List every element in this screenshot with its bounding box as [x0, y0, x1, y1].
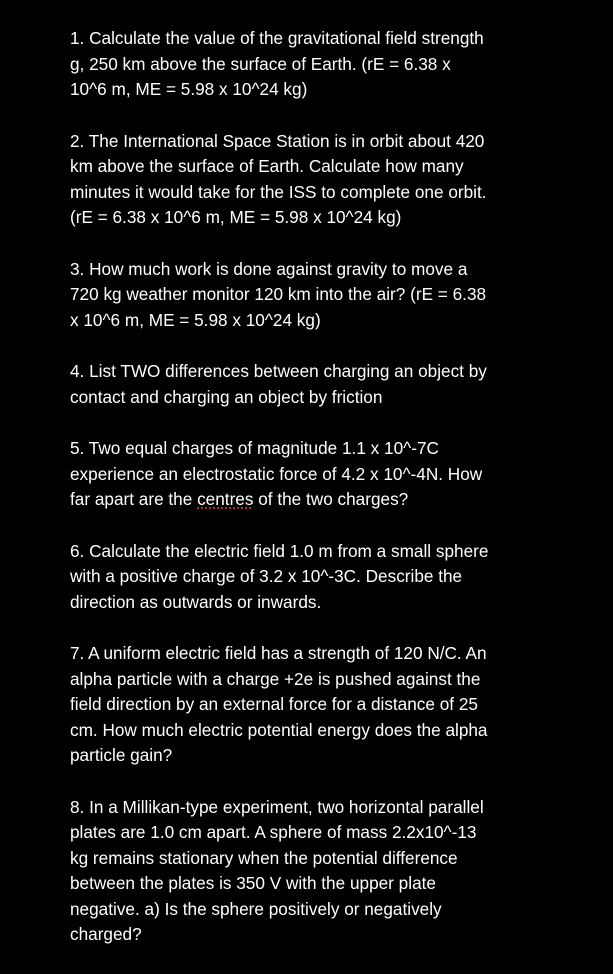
- spellcheck-flagged-word[interactable]: centres: [197, 489, 254, 509]
- question-1: [70, 26, 600, 103]
- question-line: 2. The International Space Station is in orbit about 420: [70, 130, 485, 151]
- question-line: between the plates is 350 V with the upper plate: [70, 873, 436, 893]
- question-sheet: [70, 26, 600, 974]
- question-2: [70, 129, 600, 231]
- question-3: [70, 257, 600, 334]
- question-line: 6. Calculate the electric field 1.0 m from a small sphere: [70, 540, 489, 561]
- question-line: with a positive charge of 3.2 x 10^-3C. Describe the: [70, 566, 463, 586]
- question-line: 10^6 m, ME = 5.98 x 10^24 kg): [70, 79, 308, 99]
- question-text-segment: far apart are the: [70, 489, 198, 509]
- question-line: field direction by an external force for a distance of 25: [70, 694, 478, 714]
- question-5: [70, 436, 600, 513]
- question-line: (rE = 6.38 x 10^6 m, ME = 5.98 x 10^24 kg): [70, 207, 402, 227]
- question-line: 720 kg weather monitor 120 km into the air? (rE = 6.38: [70, 284, 487, 304]
- question-line: 5. Two equal charges of magnitude 1.1 x 10^-7C: [70, 438, 439, 458]
- question-4: [70, 359, 600, 410]
- question-text-segment: of the two charges?: [253, 489, 409, 509]
- question-line: 8. In a Millikan-type experiment, two horizontal parallel: [70, 796, 484, 817]
- question-line: [70, 487, 600, 513]
- question-line: 3. How much work is done against gravity to move a: [70, 258, 468, 279]
- question-line: g, 250 km above the surface of Earth. (rE = 6.38 x: [70, 53, 451, 74]
- question-line: charged?: [70, 924, 142, 944]
- question-line: particle gain?: [70, 745, 173, 765]
- question-6: [70, 539, 600, 616]
- question-line: experience an electrostatic force of 4.2 x 10^-4N. How: [70, 463, 483, 484]
- question-line: negative. a) Is the sphere positively or negatively: [70, 898, 442, 919]
- question-line: 4. List TWO differences between charging an object by: [70, 361, 487, 381]
- question-line: 7. A uniform electric field has a strength of 120 N/C. An: [70, 643, 487, 663]
- question-line: cm. How much electric potential energy does the alpha: [70, 719, 488, 740]
- question-7: [70, 641, 600, 769]
- question-line: contact and charging an object by friction: [70, 386, 383, 407]
- question-line: x 10^6 m, ME = 5.98 x 10^24 kg): [70, 309, 321, 330]
- question-line: direction as outwards or inwards.: [70, 591, 322, 612]
- question-line: km above the surface of Earth. Calculate how many: [70, 156, 464, 176]
- question-8: [70, 795, 600, 948]
- question-line: plates are 1.0 cm apart. A sphere of mass 2.2x10^-13: [70, 822, 477, 842]
- question-line: 1. Calculate the value of the gravitational field strength: [70, 28, 484, 48]
- question-line: kg remains stationary when the potential difference: [70, 847, 458, 868]
- question-line: minutes it would take for the ISS to complete one orbit.: [70, 181, 487, 202]
- question-line: alpha particle with a charge +2e is pushed against the: [70, 668, 481, 689]
